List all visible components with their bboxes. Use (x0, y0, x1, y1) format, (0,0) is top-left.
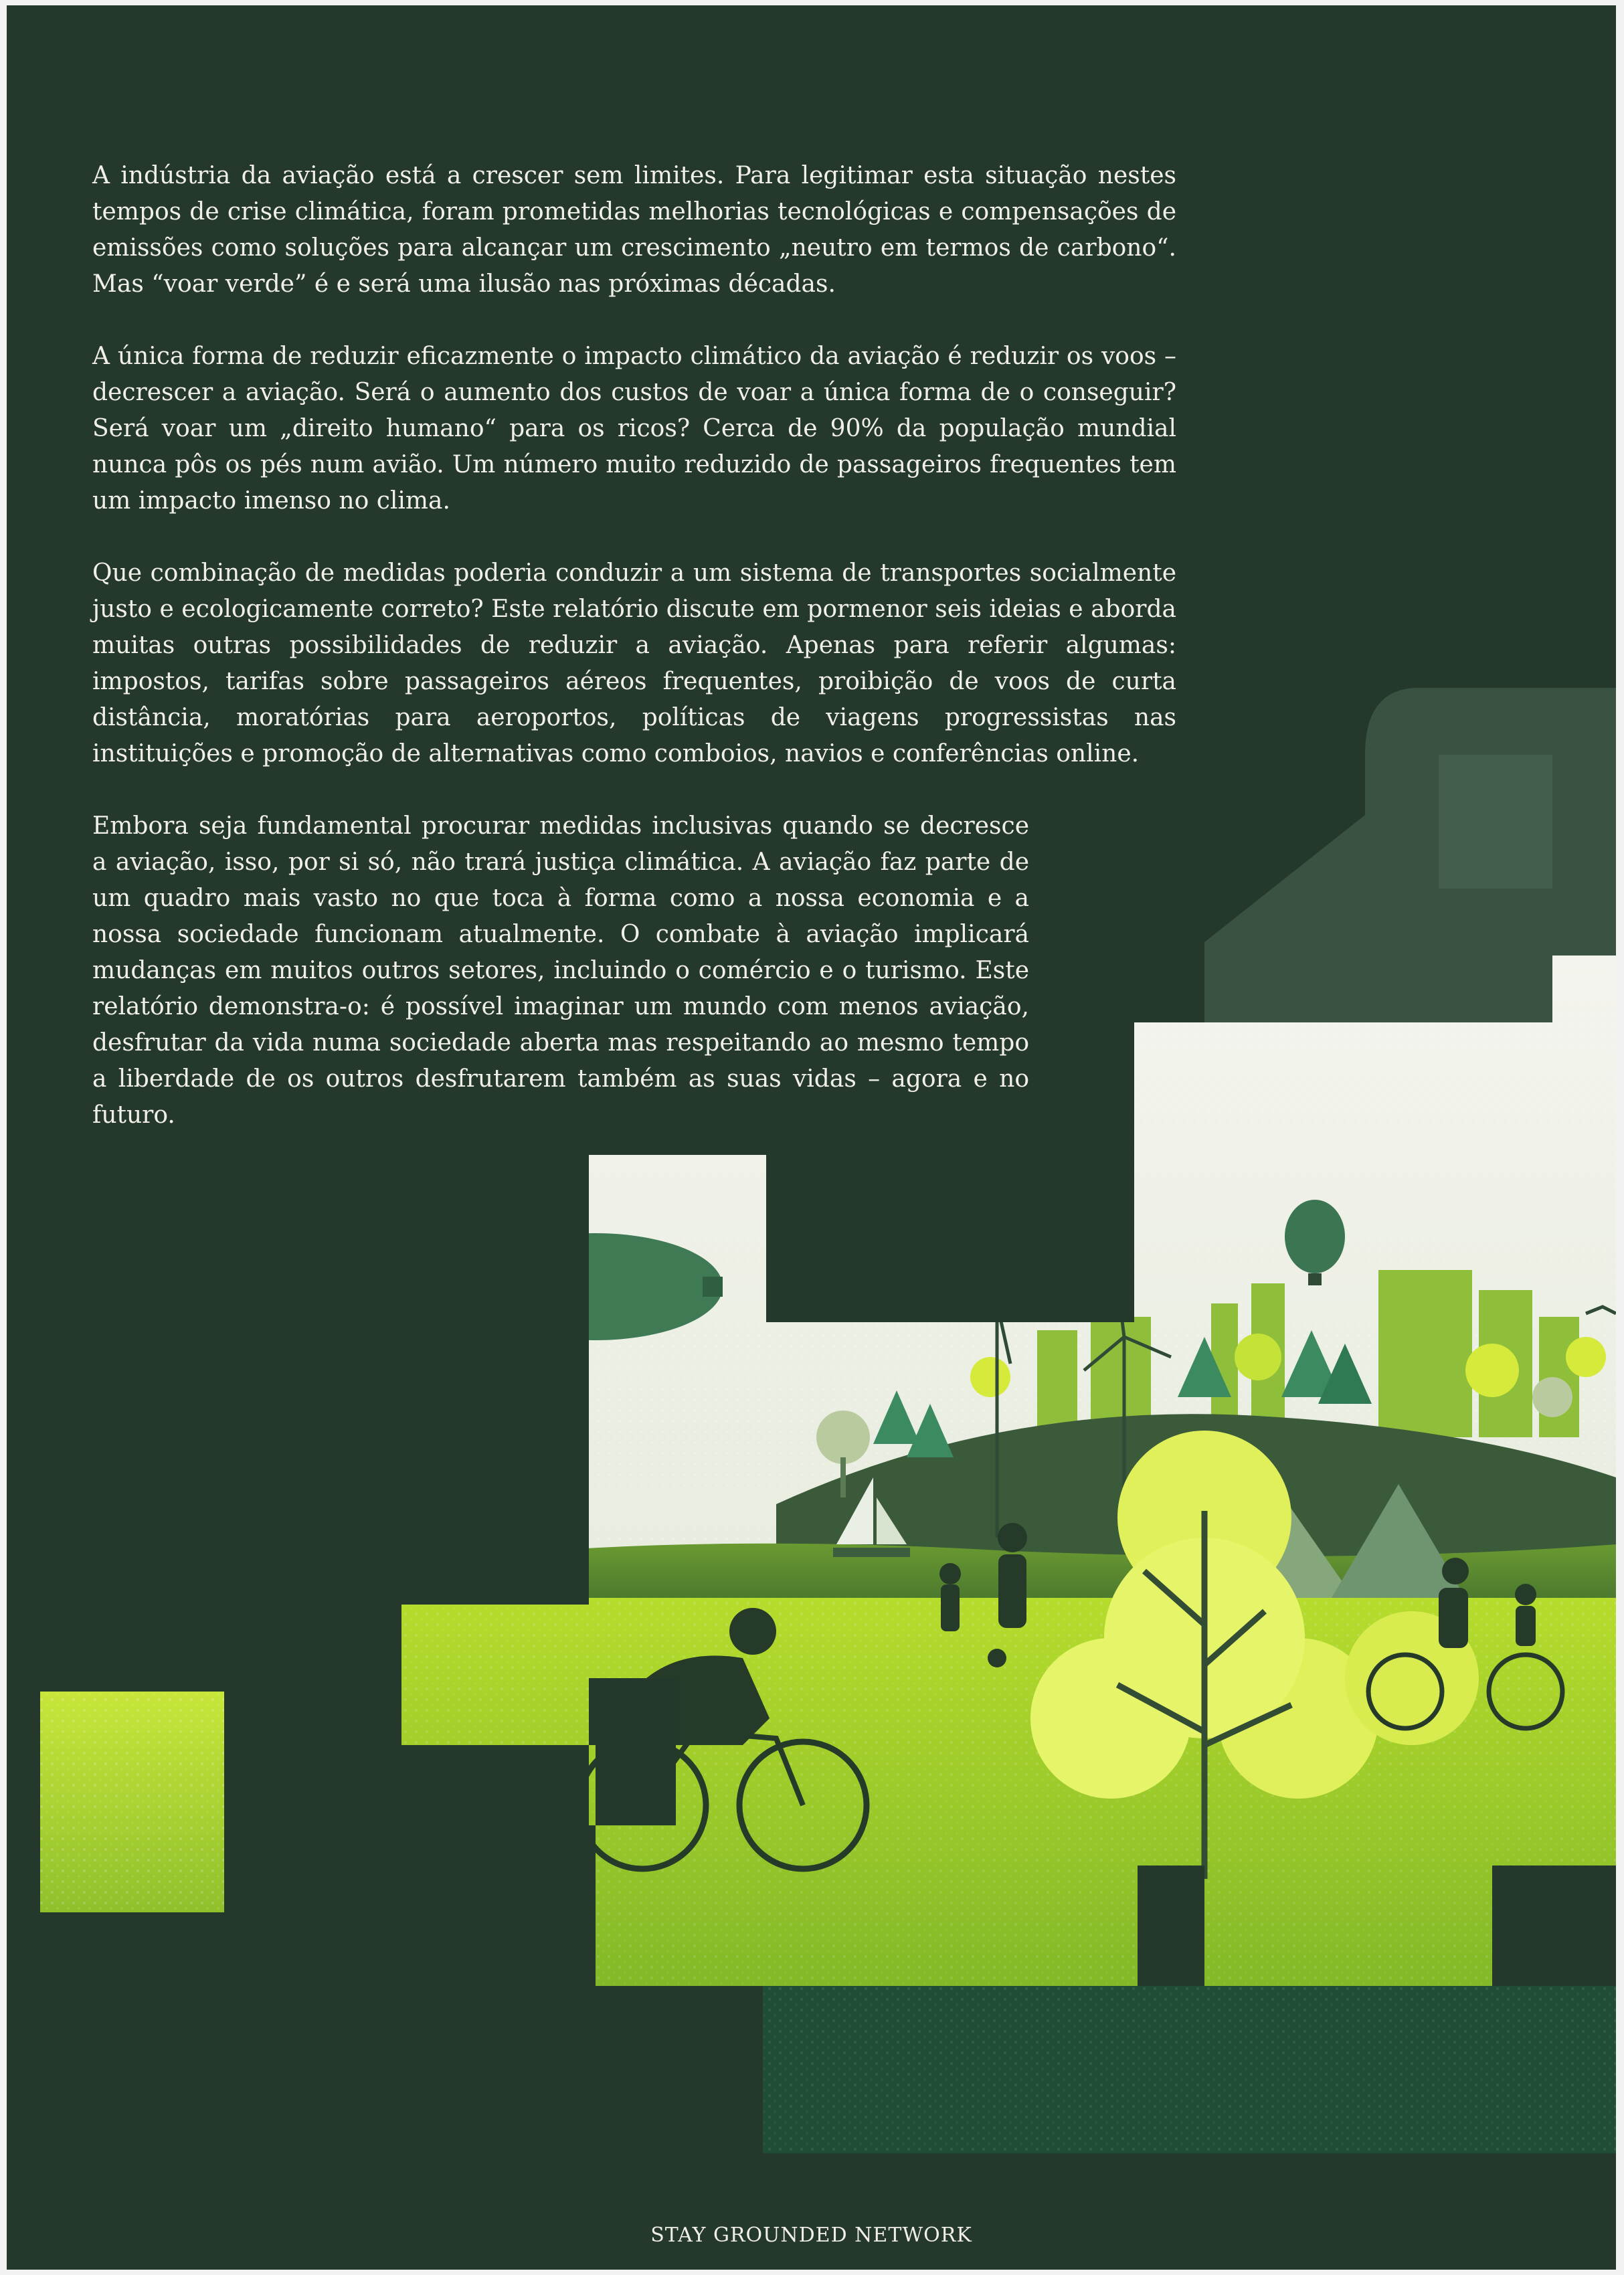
body-text (92, 158, 1176, 1170)
lime-square (40, 1692, 224, 1912)
lower-dotted-panel (763, 1986, 1616, 2153)
airship (468, 1233, 723, 1340)
paragraph-1: A indústria da aviação está a crescer sem limites. Para legitimar esta situação nestes tempos de crise climática, foram prometidas melhorias tecnológicas e compensações de emissões como soluções para alcançar um crescimento „neutro em termos de carbono“. Mas “voar verde” é e será uma ilusão nas próximas décadas. (92, 162, 1176, 298)
publisher-name: STAY GROUNDED NETWORK (650, 2223, 972, 2247)
paragraph-2: A única forma de reduzir eficazmente o impacto climático da aviação é reduzir os voos – decrescer a aviação. Será o aumento dos custos de voar a única forma de o conseguir? Será voar um „direito humano“ para os ricos? Cerca de 90% da população mundial nunca pôs os pés num avião. Um número muito reduzido de passageiros frequentes tem um impacto imenso no clima. (92, 343, 1176, 515)
paragraph-4: Embora seja fundamental procurar medidas inclusivas quando se decresce a aviação, isso, por si só, não trará justiça climática. A aviação faz parte de um quadro mais vasto no que toca à forma como a nossa economia e a nossa sociedade funcionam atualmente. O combate à aviação implicará mudanças em muitos outros setores, incluindo o comércio e o turismo. Este relatório demonstra-o: é possível imaginar um mundo com menos aviação, desfrutar da vida numa sociedade aberta mas respeitando ao mesmo tempo a liberdade de os outros desfrutarem também as suas vidas – agora e no futuro. (92, 812, 1029, 1129)
back-cover (7, 5, 1616, 2270)
paragraph-3: Que combinação de medidas poderia conduzir a um sistema de transportes socialmente justo e ecologicamente correto? Este relatório discute em pormenor seis ideias e aborda muitas outras possibilidades de reduzir a aviação. Apenas para referir algumas: impostos, tarifas sobre passageiros aéreos frequentes, proibição de voos de curta distância, moratórias para aeroportos, políticas de viagens progressistas nas instituições e promoção de alternativas como comboios, navios e conferências online. (92, 559, 1176, 767)
